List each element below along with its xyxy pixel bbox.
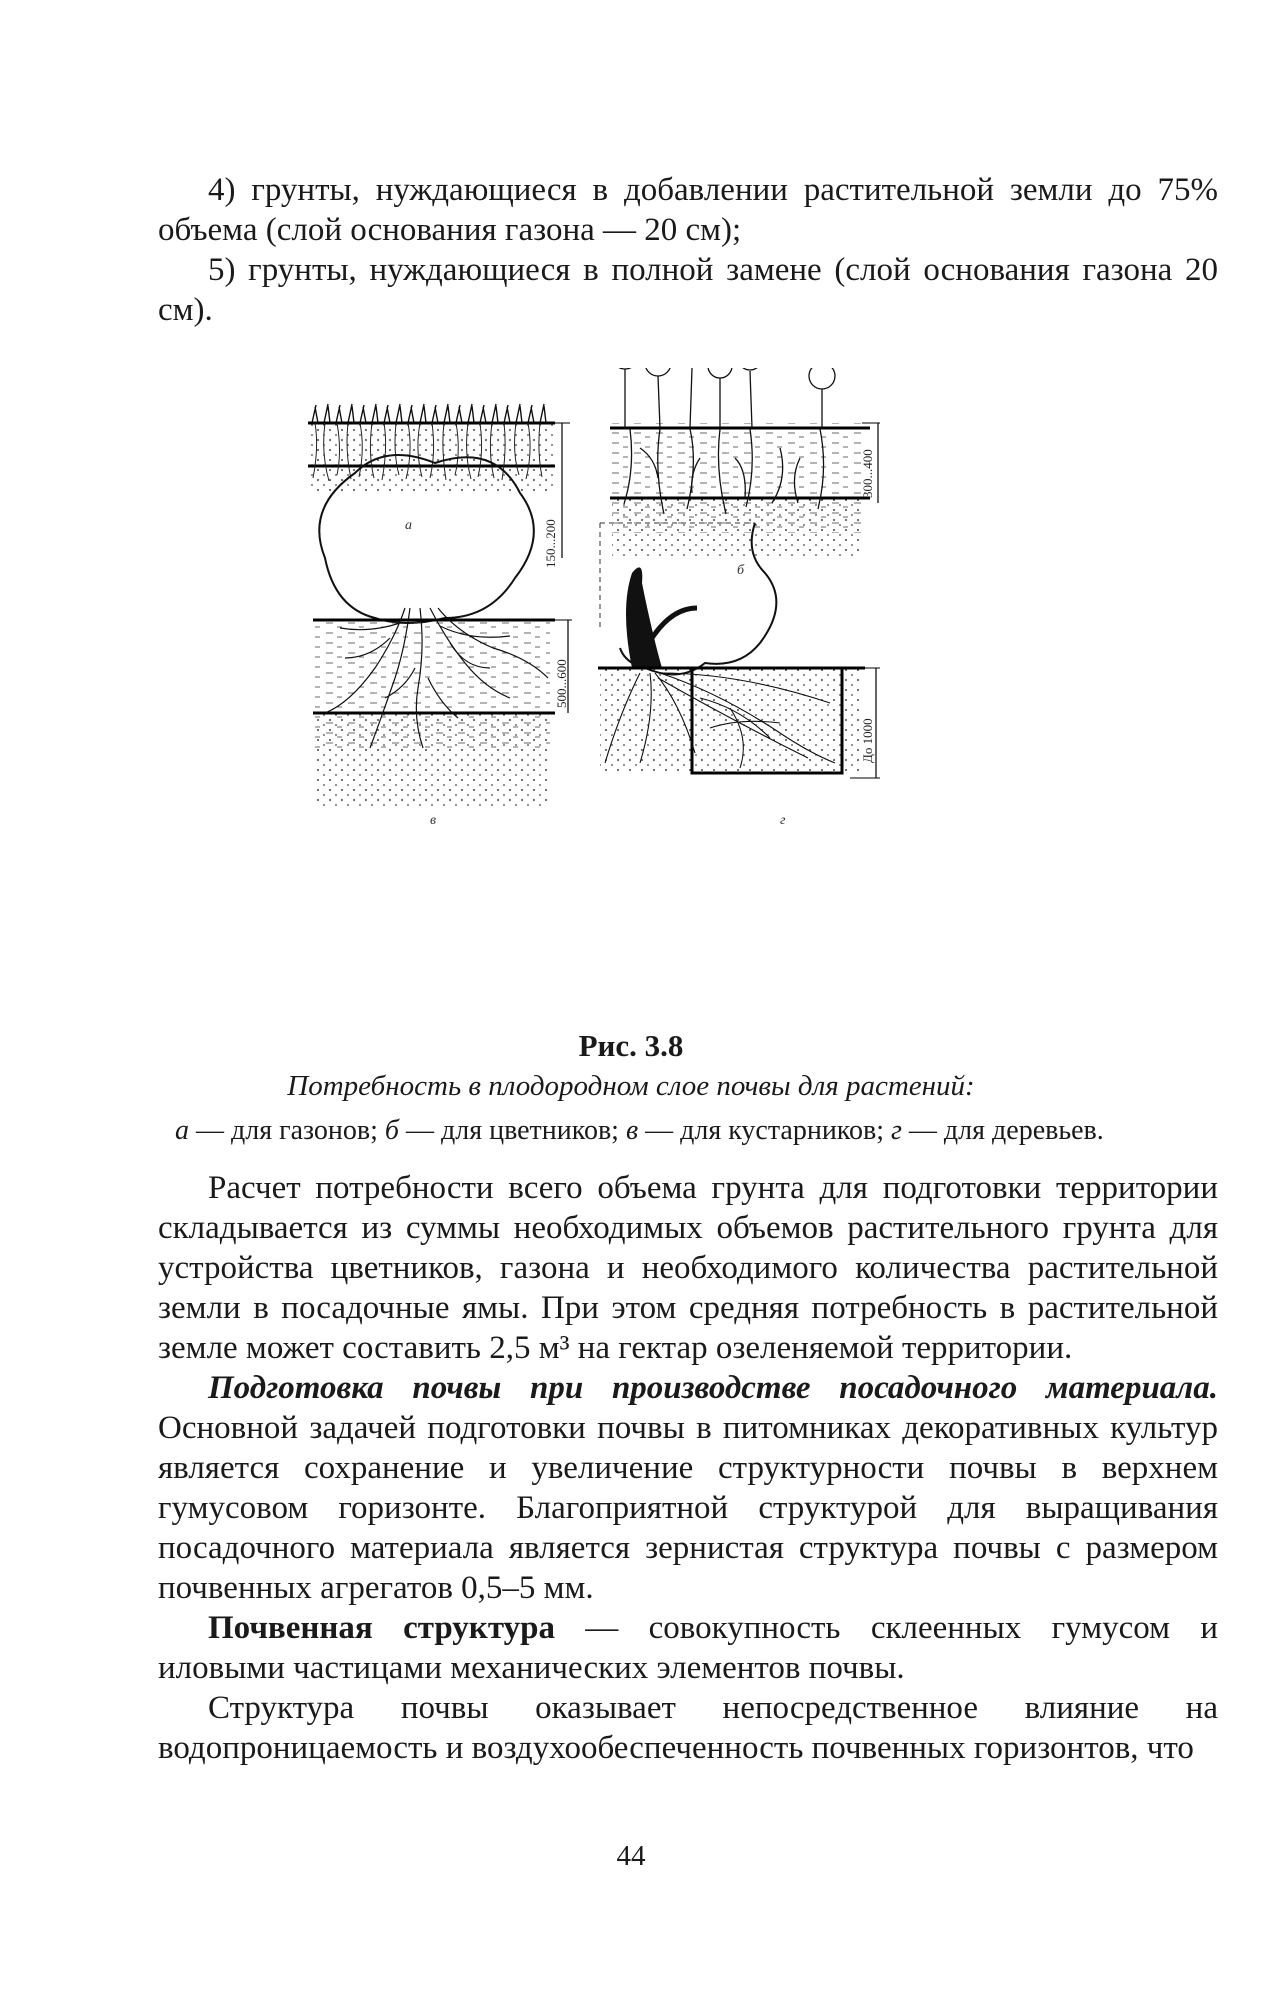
panel-c-shrub — [313, 455, 572, 808]
panel-a-dimension: 150...200 — [543, 519, 558, 568]
intro-list — [158, 170, 1218, 330]
panel-a-letter: а — [405, 518, 412, 533]
panel-b-dimension: 300...400 — [860, 449, 875, 498]
figure-title: Потребность в плодородном слое почвы для растений: — [287, 1070, 975, 1102]
list-item-4: 4) грунты, нуждающиеся в добавлении растительной земли до 75% объема (слой основания газона — 20 см); — [158, 172, 1218, 248]
legend-a-letter: а — [175, 1115, 189, 1146]
page-number: 44 — [616, 1840, 646, 1872]
figure-3-8 — [280, 368, 1100, 1008]
legend-c-text: — для кустарников; — [638, 1115, 891, 1146]
list-item-5: 5) грунты, нуждающиеся в полной замене (слой основания газона 20 см). — [158, 252, 1218, 328]
panel-a-lawn — [308, 404, 570, 558]
panel-b-letter: б — [737, 563, 745, 578]
paragraph-1: Расчет потребности всего объема грунта для подготовки территории складывается из суммы необходимых объемов растительного грунта для устройства цветников, газона и необходимого количества растительной земли в посадочные ямы. При этом средняя потребность в растительной земле может составить 2,5 м³ на гектар озеленяемой территории. — [158, 1170, 1218, 1366]
panel-b-flowerbed — [610, 368, 880, 558]
figure-legend — [175, 1115, 1225, 1147]
figure-drawing — [280, 368, 1100, 1008]
figure-number: Рис. 3.8 — [578, 1028, 684, 1063]
paragraph-3 — [158, 1608, 1218, 1688]
legend-c-letter: в — [625, 1115, 639, 1146]
paragraph-3-term: Почвенная структура — [208, 1610, 555, 1646]
panel-d-letter: г — [780, 813, 786, 828]
paragraph-4: Структура почвы оказывает непосредственное влияние на водопроницаемость и воздухообеспеченность почвенных горизонтов, что — [158, 1690, 1218, 1766]
legend-d-text: — для деревьев. — [901, 1115, 1104, 1146]
body-text — [158, 1168, 1218, 1768]
paragraph-3-text: — совокупность склеенных гумусом и иловыми частицами механических элементов почвы. — [158, 1610, 1219, 1686]
paragraph-2-text: Основной задачей подготовки почвы в питомниках декоративных культур является сохранение и увеличение структурности почвы в верхнем гумусовом горизонте. Благоприятной структурой для выращивания посадочного материала является зернистая структура почвы с размером почвенных агрегатов 0,5–5 мм. — [158, 1410, 1218, 1606]
paragraph-2 — [158, 1368, 1218, 1608]
paragraph-2-heading: Подготовка почвы при производстве посадочного материала. — [208, 1370, 1218, 1406]
legend-a-text: — для газонов; — [189, 1115, 385, 1146]
legend-d-letter: г — [890, 1115, 902, 1146]
panel-c-dimension: 500...600 — [554, 659, 569, 708]
panel-c-letter: в — [430, 813, 437, 828]
legend-b-text: — для цветников; — [398, 1115, 626, 1146]
legend-b-letter: б — [384, 1115, 399, 1146]
panel-d-dimension: До 1000 — [860, 718, 875, 763]
panel-d-tree — [598, 523, 880, 778]
